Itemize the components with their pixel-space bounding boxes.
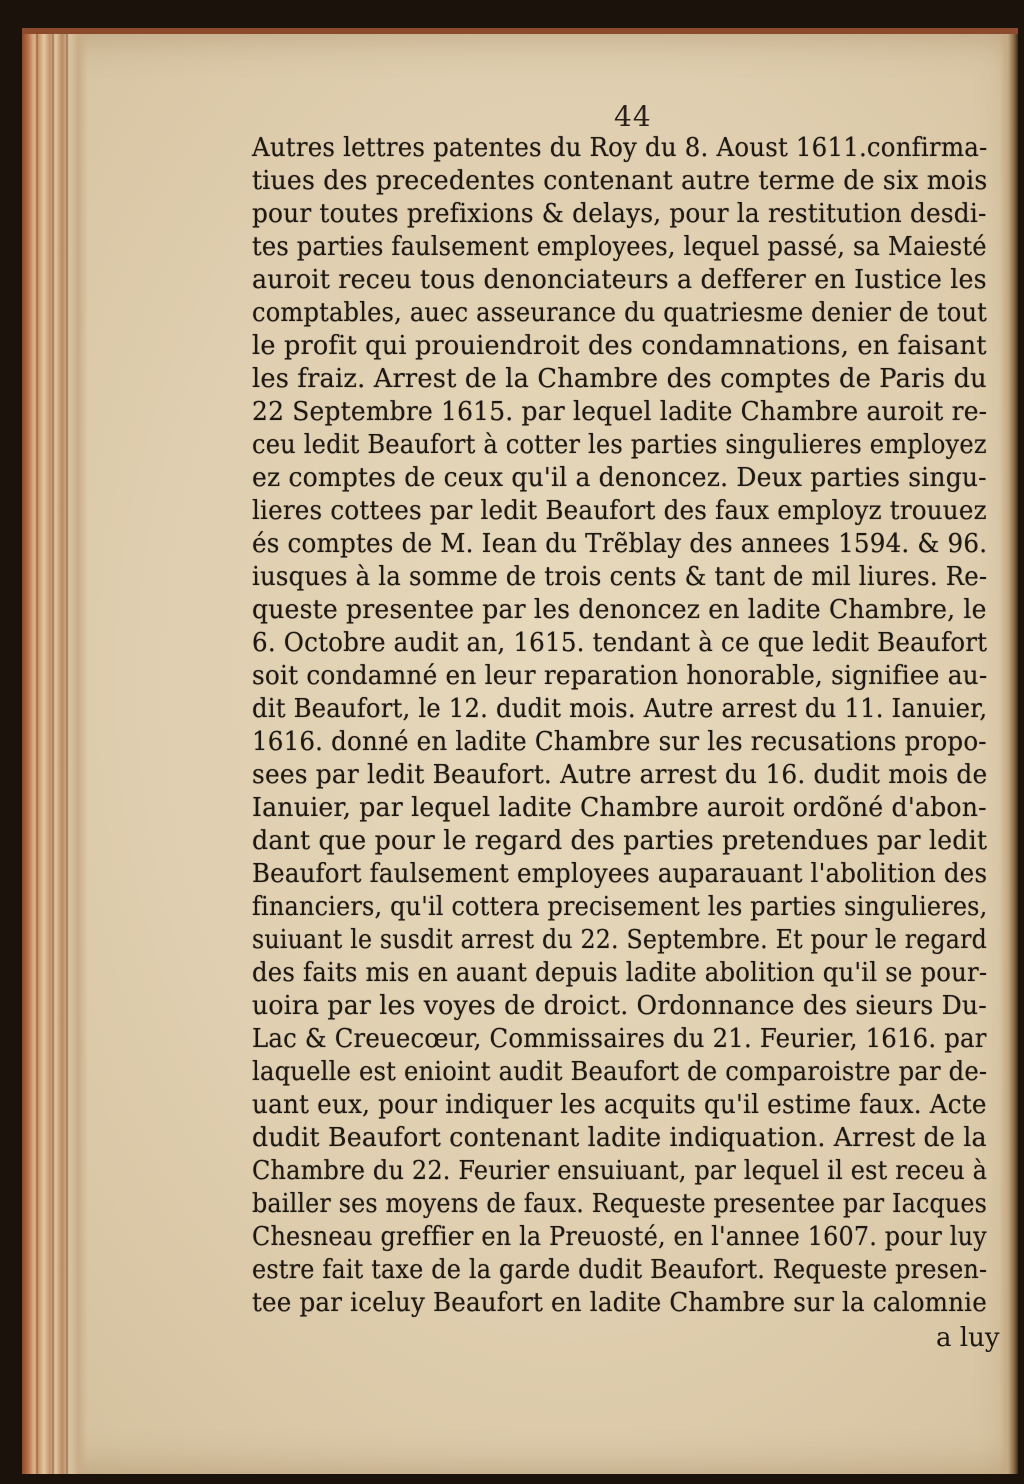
catchword: a luy (936, 1323, 1000, 1353)
text-line: 22 Septembre 1615. par lequel ladite Chambre auroit re- (252, 397, 988, 427)
paper-sheet (22, 28, 1018, 1474)
text-line: pour toutes prefixions & delays, pour la restitution desdi- (252, 199, 987, 229)
binding-line (52, 34, 54, 1474)
book-binding-edge (22, 34, 88, 1474)
text-line: tes parties faulsement employees, lequel passé, sa Maiesté (252, 232, 987, 262)
text-line: uant eux, pour indiquer les acquits qu'il estime faux. Acte (252, 1090, 987, 1120)
text-line: les fraiz. Arrest de la Chambre des comptes de Paris du (252, 364, 987, 394)
text-line: dit Beaufort, le 12. dudit mois. Autre arrest du 11. Ianuier, (252, 694, 988, 724)
text-line: tee par iceluy Beaufort en ladite Chambre sur la calomnie (252, 1288, 987, 1318)
text-line: estre fait taxe de la garde dudit Beaufort. Requeste presen- (252, 1255, 988, 1285)
text-line: 1616. donné en ladite Chambre sur les recusations propo- (252, 727, 987, 757)
page-number: 44 (614, 100, 652, 133)
text-line: iusques à la somme de trois cents & tant de mil liures. Re- (252, 562, 988, 592)
text-line: queste presentee par les denoncez en ladite Chambre, le (252, 595, 987, 625)
text-line: Beaufort faulsement employees auparauant l'abolition des (252, 859, 988, 889)
text-line: Chambre du 22. Feurier ensuiuant, par lequel il est receu à (252, 1156, 988, 1186)
text-line: Chesneau greffier en la Preuosté, en l'annee 1607. pour luy (252, 1222, 987, 1252)
text-line: financiers, qu'il cottera precisement les parties singulieres, (252, 892, 988, 922)
text-line: auroit receu tous denonciateurs a defferer en Iustice les (252, 265, 987, 295)
text-line: Autres lettres patentes du Roy du 8. Aoust 1611.confirma- (252, 133, 988, 163)
text-line: Lac & Creuecœur, Commissaires du 21. Feurier, 1616. par (252, 1024, 987, 1054)
text-line: uoira par les voyes de droict. Ordonnance des sieurs Du- (252, 991, 987, 1021)
text-line: ceu ledit Beaufort à cotter les parties singulieres employez (252, 430, 987, 460)
text-line: ez comptes de ceux qu'il a denoncez. Deux parties singu- (252, 463, 987, 493)
text-line: des faits mis en auant depuis ladite abolition qu'il se pour- (252, 958, 988, 988)
text-line: suiuant le susdit arrest du 22. Septembre. Et pour le regard (252, 925, 987, 955)
text-line: és comptes de M. Iean du Trẽblay des annees 1594. & 96. (252, 529, 988, 559)
text-line: sees par ledit Beaufort. Autre arrest du 16. dudit mois de (252, 760, 988, 790)
binding-line (36, 34, 38, 1474)
text-line: comptables, auec asseurance du quatriesme denier de tout (252, 298, 988, 328)
page-right-edge (1000, 34, 1018, 1474)
text-line: le profit qui prouiendroit des condamnations, en faisant (252, 331, 987, 361)
binding-line (66, 34, 68, 1474)
text-line: 6. Octobre audit an, 1615. tendant à ce que ledit Beaufort (252, 628, 988, 658)
text-line: dudit Beaufort contenant ladite indiquation. Arrest de la (252, 1123, 987, 1153)
text-line: dant que pour le regard des parties pretendues par ledit (252, 826, 988, 856)
text-line: laquelle est enioint audit Beaufort de comparoistre par de- (252, 1057, 988, 1087)
text-line: lieres cottees par ledit Beaufort des faux employz trouuez (252, 496, 987, 526)
text-line: tiues des precedentes contenant autre terme de six mois (252, 166, 988, 196)
text-line: soit condamné en leur reparation honorable, signifiee au- (252, 661, 988, 691)
text-line: bailler ses moyens de faux. Requeste presentee par Iacques (252, 1189, 988, 1219)
text-line: Ianuier, par lequel ladite Chambre auroit ordõné d'abon- (252, 793, 987, 823)
